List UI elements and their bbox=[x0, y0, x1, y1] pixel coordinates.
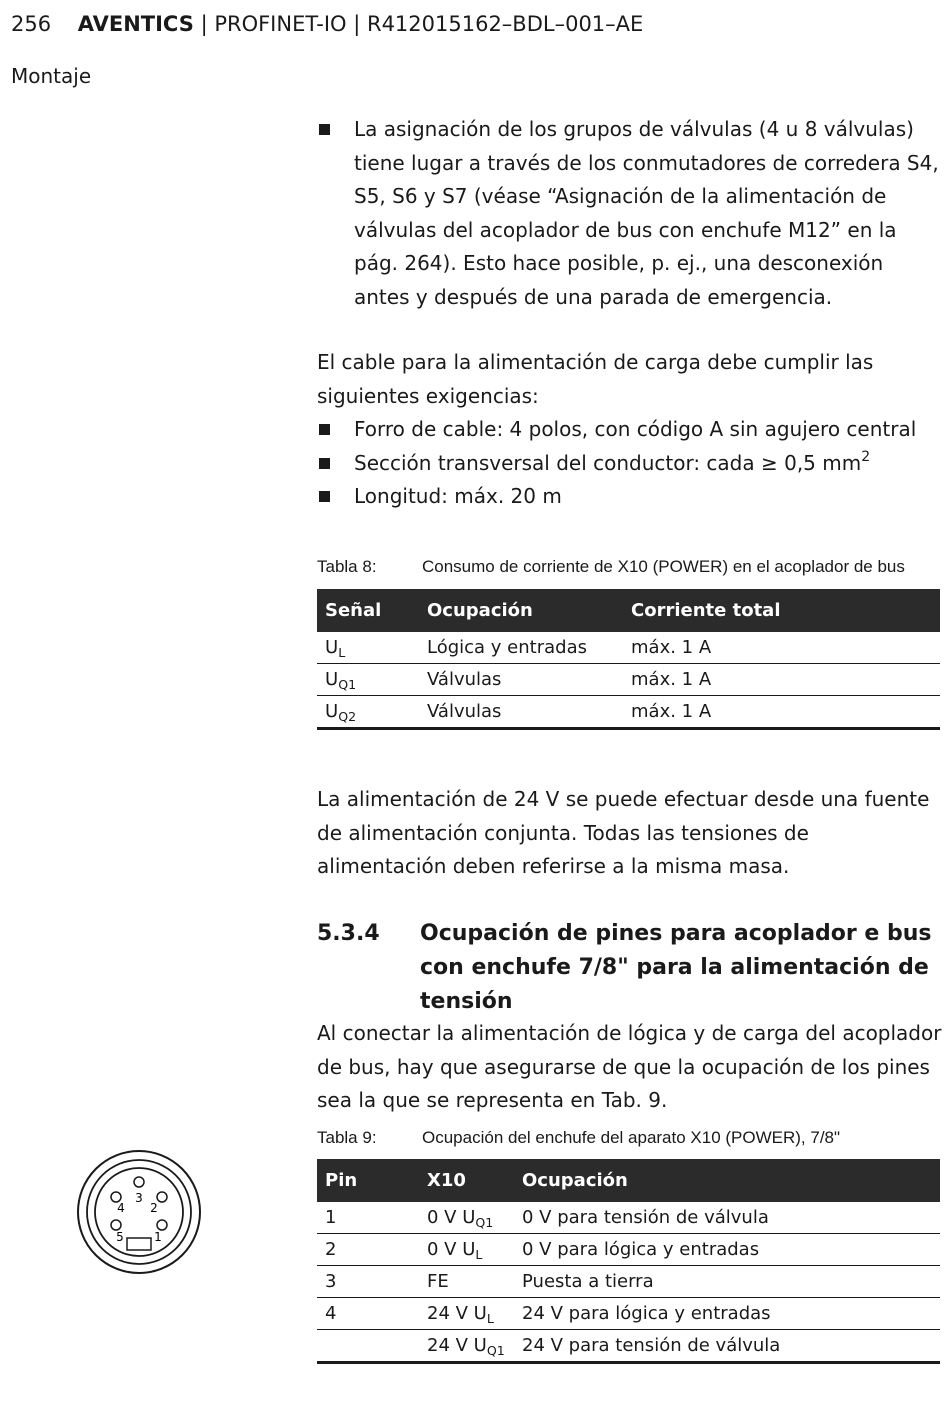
pin-label: 1 bbox=[154, 1230, 162, 1244]
table-header: Ocupación bbox=[514, 1159, 940, 1202]
table-caption-label: Tabla 9: bbox=[317, 1128, 377, 1147]
section-number: 5.3.4 bbox=[317, 921, 380, 946]
pins-paragraph-block bbox=[317, 1017, 942, 1118]
section-label: Montaje bbox=[11, 64, 92, 88]
brand-name: AVENTICS bbox=[77, 12, 194, 36]
cable-paragraph: El cable para la alimentación de carga debe cumplir las siguientes exigencias: bbox=[317, 350, 874, 408]
table9-caption bbox=[317, 1128, 942, 1148]
pin-hole bbox=[134, 1177, 144, 1187]
pin-label: 4 bbox=[117, 1201, 125, 1215]
table-caption-text: Ocupación del enchufe del aparato X10 (POWER), 7/8" bbox=[422, 1128, 841, 1147]
pin-label: 5 bbox=[116, 1230, 124, 1244]
pin-hole bbox=[111, 1220, 121, 1230]
table-caption-text: Consumo de corriente de X10 (POWER) en el acoplador de bus bbox=[422, 557, 905, 576]
pins-paragraph: Al conectar la alimentación de lógica y de carga del acoplador de bus, hay que asegurarse de que la ocupación de los pines sea la que se representa en Tab. 9. bbox=[317, 1021, 942, 1112]
connector-key bbox=[127, 1238, 151, 1250]
list-item: La asignación de los grupos de válvulas (4 u 8 válvulas) tiene lugar a través de los conmutadores de corredera S4, S5, S6 y S7 (véase “Asignación de la alimentación de válvulas del acoplador de bus con enchufe M12” en la pág. 264). Esto hace posible, p. ej., una desconexión antes y después de una parada de emergencia. bbox=[317, 113, 942, 314]
supply-paragraph: La alimentación de 24 V se puede efectuar desde una fuente de alimentación conjunta. Todas las tensiones de alimentación deben referirse a la misma masa. bbox=[317, 787, 930, 878]
pin-label: 3 bbox=[135, 1191, 143, 1205]
table8-caption bbox=[317, 557, 942, 577]
table-row: 1 0 V $U_{Q1}$ 0 V para tensión de válvula bbox=[317, 1202, 940, 1234]
table-header: Corriente total bbox=[623, 589, 940, 632]
table-header: Pin bbox=[317, 1159, 419, 1202]
table-row: 2 0 V $U_L$ 0 V para lógica y entradas bbox=[317, 1234, 940, 1266]
section-heading bbox=[317, 917, 942, 1019]
table-header: Señal bbox=[317, 589, 419, 632]
table-row: 3 FE Puesta a tierra bbox=[317, 1266, 940, 1298]
pin-label: 2 bbox=[150, 1201, 158, 1215]
section-title: Ocupación de pines para acoplador e bus con enchufe 7/8" para la alimentación de tensión bbox=[420, 921, 932, 1014]
list-item: Sección transversal del conductor: cada ≥ 0,5 $mm^2$ bbox=[317, 447, 942, 481]
connector-pinout-diagram bbox=[76, 1149, 202, 1275]
valve-assignment-list bbox=[317, 113, 942, 314]
table-caption-label: Tabla 8: bbox=[317, 557, 377, 576]
table-row: 4 24 V $U_L$ 24 V para lógica y entradas bbox=[317, 1298, 940, 1330]
cable-requirements bbox=[317, 346, 942, 514]
table8 bbox=[317, 589, 942, 730]
pin-hole bbox=[157, 1220, 167, 1230]
table-row: 24 V $U_{Q1}$ 24 V para tensión de válvula bbox=[317, 1330, 940, 1363]
table9 bbox=[317, 1159, 942, 1364]
table-row: $U_{Q2}$ Válvulas máx. 1 A bbox=[317, 696, 940, 729]
table-row: $U_L$ Lógica y entradas máx. 1 A bbox=[317, 632, 940, 664]
page-number: 256 bbox=[11, 12, 52, 36]
page-header bbox=[11, 12, 643, 36]
table-header: X10 bbox=[419, 1159, 514, 1202]
pin-hole bbox=[157, 1192, 167, 1202]
supply-paragraph-block bbox=[317, 783, 942, 884]
table-header: Ocupación bbox=[419, 589, 623, 632]
table-row: $U_{Q1}$ Válvulas máx. 1 A bbox=[317, 664, 940, 696]
document-info: | PROFINET-IO | R412015162–BDL–001–AE bbox=[200, 12, 644, 36]
list-item: Longitud: máx. 20 m bbox=[317, 480, 942, 514]
list-item: Forro de cable: 4 polos, con código A sin agujero central bbox=[317, 413, 942, 447]
